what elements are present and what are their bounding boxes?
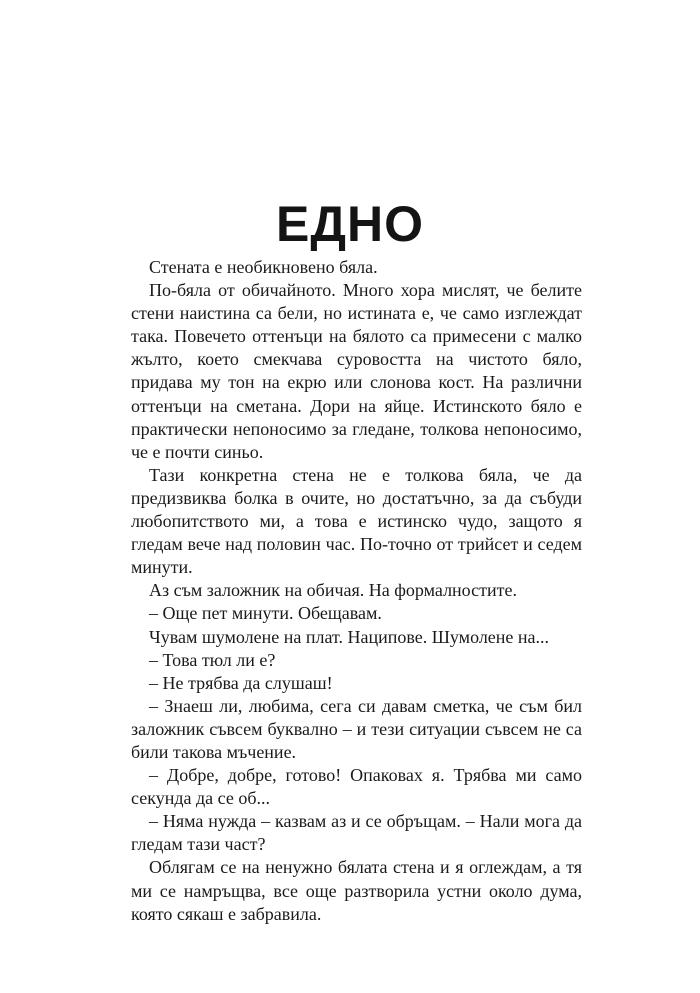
dialogue-line: – Няма нужда – казвам аз и се обръщам. – Нали мога да гледам тази част? — [131, 811, 582, 855]
dialogue-line: – Добре, добре, готово! Опаковах я. Трябва ми само секунда да се об... — [131, 765, 582, 809]
chapter-title: ЕДНО — [276, 195, 424, 252]
paragraph: По-бяла от обичайното. Много хора мислят, че белите стени наистина са бели, но истината е, че само изглеждат така. Повечето оттенъци на бялото са примесени с малко жълто, което смекчава суровостта на чистото бяло, придава му тон на екрю или слонова кост. На различни оттенъци на сметана. Дори на яйце. Истинското бяло е практически непоносимо за гледане, толкова непоносимо, че е почти синьо. — [131, 280, 582, 462]
dialogue-line: – Знаеш ли, любима, сега си давам сметка, че съм бил заложник съвсем буквално – и тези ситуации съвсем не са били такова мъчение. — [131, 695, 582, 762]
paragraph: Тази конкретна стена не е толкова бяла, че да предизвиква болка в очите, но достатъчно, за да събуди любопитството ми, а това е истинско чудо, защото я гледам вече над половин час. По-точно от трийсет и седем минути. — [131, 464, 582, 578]
paragraph: Чувам шумолене на плат. Наципове. Шумолене на... — [149, 626, 550, 647]
dialogue-line: – Още пет минути. Обещавам. — [149, 603, 382, 624]
dialogue-line: – Не трябва да слушаш! — [149, 672, 333, 693]
paragraph: Стената е необикновено бяла. — [149, 257, 378, 277]
dialogue-line: – Това тюл ли е? — [149, 649, 276, 670]
paragraph: Аз съм заложник на обичая. На формалностите. — [149, 580, 517, 601]
paragraph: Облягам се на ненужно бялата стена и я оглеждам, а тя ми се намръщва, все още разтворила устни около дума, която сякаш е забравила. — [131, 857, 582, 924]
chapter-body — [131, 256, 582, 926]
